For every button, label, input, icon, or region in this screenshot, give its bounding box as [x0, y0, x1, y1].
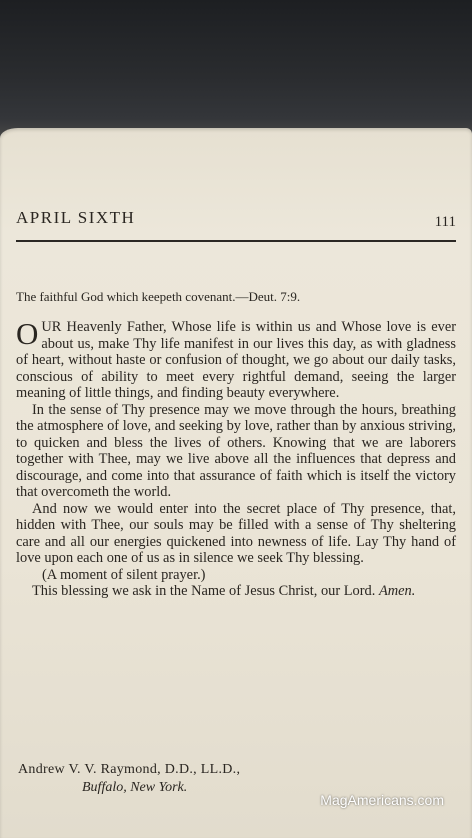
scripture-verse: The faithful God which keepeth covenant.—Deut. 7:9.	[16, 289, 301, 304]
prayer-text	[16, 316, 457, 600]
drop-cap: O	[16, 316, 39, 351]
prayer-closing	[16, 583, 456, 600]
page-number: 111	[434, 214, 456, 230]
author-name: Andrew V. V. Raymond, D.D., LL.D.,	[18, 762, 241, 777]
silent-prayer-note: (A moment of silent prayer.)	[42, 566, 206, 583]
book-cover	[0, 0, 472, 140]
header-rule	[16, 240, 456, 242]
watermark: MagAmericans.com	[320, 792, 444, 808]
prayer-paragraph-1	[16, 316, 456, 402]
prayer-paragraph-2: In the sense of Thy presence may we move through the hours, breathing the atmosphere of love, and seeking by love, rather than by anxious striving, to quicken and bless the lives of others. Knowing that we are laborers together with Thee, may we live above all the influences that depress and discourage, and come into that assurance of faith which is itself the victory that overcometh the world.	[16, 401, 457, 500]
author-place: Buffalo, New York.	[82, 780, 188, 795]
page-header-title: APRIL SIXTH	[16, 208, 136, 227]
closing-text: This blessing we ask in the Name of Jesus Christ, our Lord.	[32, 583, 376, 599]
paragraph-1-text: UR Heavenly Father, Whose life is within us and Whose love is ever about us, make Thy life manifest in our lives this day, as with gladness of heart, without haste or confusion of thought, we go about our daily tasks, conscious of ability to meet every rightful demand, seeing the larger meaning of little things, and finding beauty everywhere.	[16, 319, 456, 401]
prayer-paragraph-3: And now we would enter into the secret place of Thy presence, that, hidden with Thee, our souls may be filled with a sense of Thy sheltering care and all our energies quickened into newness of life. Lay Thy hand of love upon each one of us as in silence we seek Thy blessing.	[16, 500, 456, 566]
amen: Amen.	[378, 583, 416, 599]
